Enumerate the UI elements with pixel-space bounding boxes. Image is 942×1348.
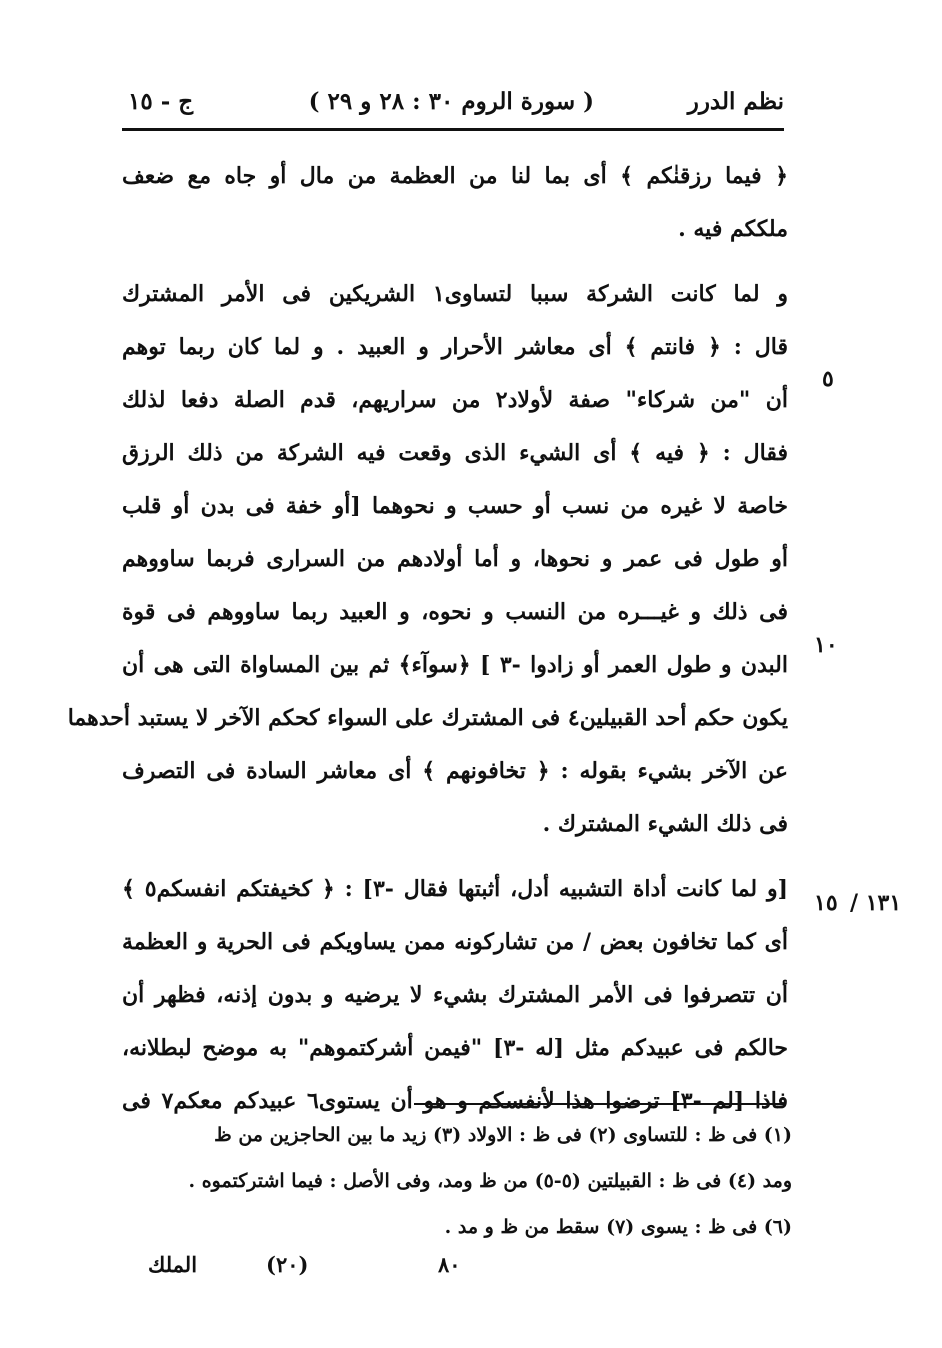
footnote-line: ومد (٤) فى ظ : القبيلتين (٥-٥) من ظ ومد، وفى الأصل : فيما اشتركتموه . — [188, 1170, 792, 1192]
volume-reference: ج - ١٥ — [128, 88, 194, 115]
text-line: قال : ﴿ فانتم ﴾ أى معاشر الأحرار و العبيد . و لما كان ربما توهم — [122, 334, 788, 360]
text-line: البدن و طول العمر أو زادوا -٣ ] ﴿سوآء﴾ ثم بين المساواة التى هى أن — [122, 652, 788, 678]
footnote-line: (١) فى ظ : للتساوى (٢) فى ظ : الاولاد (٣) زيد ما بين الحاجزين من ظ — [214, 1124, 792, 1146]
text-line: أن تتصرفوا فى الأمر المشترك بشيء لا يرضيه و بدون إذنه، فظهر أن — [122, 982, 788, 1008]
line-number-5: ٥ — [822, 366, 834, 392]
main-text — [67, 150, 789, 1128]
text-line: فى ذلك و غيـــره من النسب و نحوه، و العبيد ربما ساووهم فى قوة — [122, 599, 788, 625]
text-line: يكون حكم أحد القبيلين٤ فى المشترك على السواء كحكم الآخر لا يستبد أحدهما — [67, 705, 788, 731]
footer-volume: (٢٠) — [266, 1252, 309, 1277]
text-line: فاذا [لم -٣] ترضوا هذا لأنفسكم و هو أن يستوى٦ عبيدكم معكم٧ فى — [122, 1088, 788, 1114]
footnotes — [122, 1112, 792, 1250]
text-line: ملككم فيه . — [678, 216, 788, 242]
line-number-15: ١٥ — [814, 890, 838, 916]
text-line: أو طول فى عمر و نحوها، و أما أولادهم من السرارى فربما ساووهم — [122, 546, 788, 572]
text-line: و لما كانت الشركة سببا لتساوى١ الشريكين فى الأمر المشترك — [122, 281, 788, 307]
text-line: فى ذلك الشيء المشترك . — [542, 811, 788, 837]
text-line: ﴿ فيما رزقنٰكم ﴾ أى بما لنا من العظمة من مال أو جاه مع ضعف — [122, 163, 788, 189]
footer-label: الملك — [148, 1252, 198, 1277]
line-number-10: ١٠ — [814, 632, 838, 658]
text-line: أى كما تخافون بعض / من تشاركونه ممن يساويكم فى الحرية و العظمة — [122, 929, 788, 955]
page-number: ٨٠ — [438, 1252, 461, 1277]
footnote-line: (٦) فى ظ : يسوى (٧) سقط من ظ و مد . — [444, 1216, 792, 1238]
text-line: خاصة لا غيره من نسب أو حسب و نحوهما [أو خفة فى بدن أو قلب — [122, 493, 788, 519]
folio-marker: ١٣١ / — [850, 890, 902, 916]
text-line: حالكم فى عبيدكم مثل [له -٣] "فيمن أشركتموهم" به موضح لبطلانه، — [122, 1035, 789, 1061]
text-line: فقال : ﴿ فيه ﴾ أى الشيء الذى وقعت فيه الشركة من ذلك الرزق — [122, 440, 788, 466]
text-line: أن "من شركاء" صفة لأولاد٢ من سراريهم، قدم الصلة دفعا لذلك — [122, 387, 788, 413]
page-header — [122, 84, 784, 131]
footnote-divider — [414, 1103, 786, 1105]
surah-reference: ( سورة الروم ٣٠ : ٢٨ و ٢٩ ) — [308, 88, 594, 115]
book-title: نظم الدرر — [687, 88, 784, 115]
text-line: عن الآخر بشيء بقوله : ﴿ تخافونهم ﴾ أى معاشر السادة فى التصرف — [122, 758, 788, 784]
text-line: [و لما كانت أداة التشبيه أدل، أثبتها فقال -٣] : ﴿ كخيفتكم انفسكم٥ ﴾ — [122, 876, 788, 902]
